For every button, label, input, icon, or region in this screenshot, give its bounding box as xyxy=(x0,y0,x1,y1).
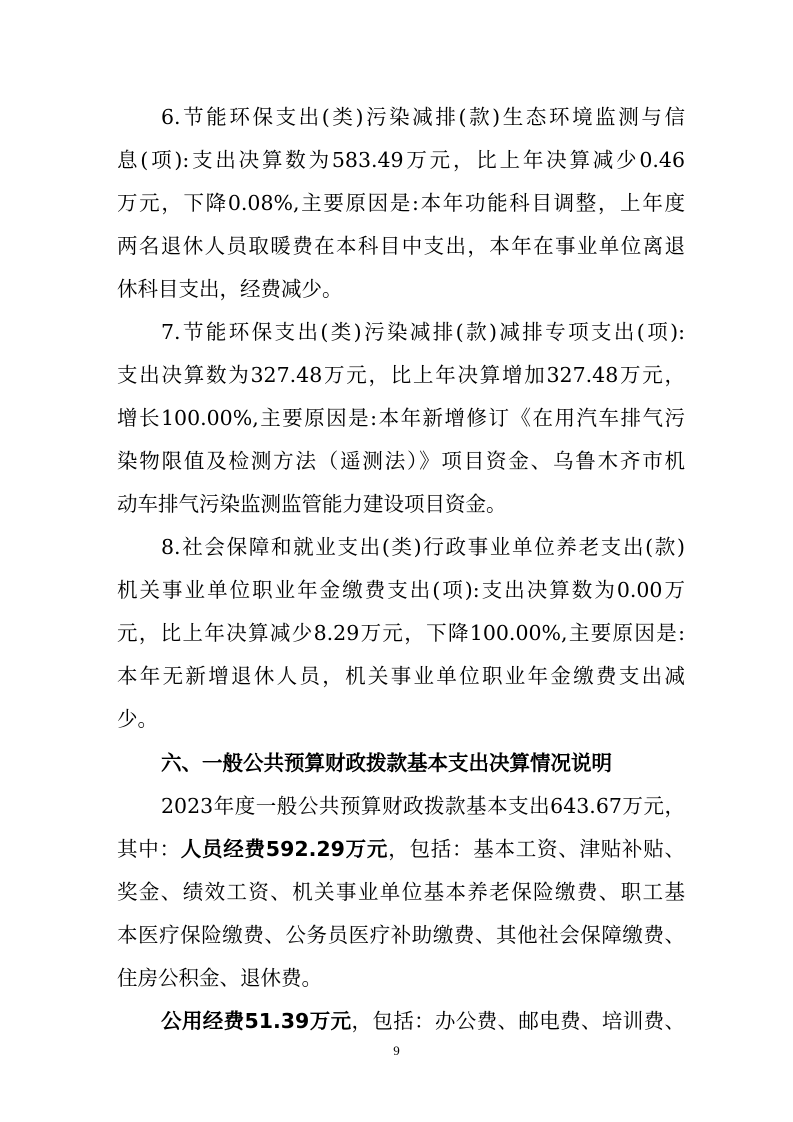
text-line: 2023年度一般公共预算财政拨款基本支出643.67万元， xyxy=(161,794,685,818)
text-line: 增长100.00%,主要原因是:本年新增修订《在用汽车排气污 xyxy=(117,406,685,430)
text-line: 染物限值及检测方法（遥测法）》项目资金、乌鲁木齐市机 xyxy=(117,449,685,473)
text-line: 息(项):支出决算数为583.49万元，比上年决算减少0.46 xyxy=(117,148,685,172)
text-line: 两名退休人员取暖费在本科目中支出，本年在事业单位离退 xyxy=(117,234,685,258)
text-line: 8.社会保障和就业支出(类)行政事业单位养老支出(款) xyxy=(161,535,685,559)
page-number: 9 xyxy=(393,1043,400,1058)
text-line: 住房公积金、退休费。 xyxy=(117,966,322,990)
text-line: 本医疗保险缴费、公务员医疗补助缴费、其他社会保障缴费、 xyxy=(117,923,685,947)
text-segment: ，包括：办公费、邮电费、培训费、 xyxy=(351,1009,686,1033)
text-segment: ，包括：基本工资、津贴补贴、 xyxy=(388,837,686,861)
text-line: 7.节能环保支出(类)污染减排(款)减排专项支出(项): xyxy=(161,320,685,344)
text-line: 机关事业单位职业年金缴费支出(项):支出决算数为0.00万 xyxy=(117,578,685,602)
public-expense-bold: 公用经费51.39万元 xyxy=(161,1009,352,1033)
section-heading: 六、一般公共预算财政拨款基本支出决算情况说明 xyxy=(161,751,612,775)
text-line: 动车排气污染监测监管能力建设项目资金。 xyxy=(117,492,507,516)
text-line xyxy=(117,835,685,863)
text-line: 万元，下降0.08%,主要原因是:本年功能科目调整，上年度 xyxy=(117,191,685,215)
text-line xyxy=(117,1007,685,1035)
personnel-expense-bold: 人员经费592.29万元 xyxy=(180,837,389,861)
text-line: 休科目支出，经费减少。 xyxy=(117,277,343,301)
text-line: 本年无新增退休人员，机关事业单位职业年金缴费支出减 xyxy=(117,664,685,688)
text-line: 6.节能环保支出(类)污染减排(款)生态环境监测与信 xyxy=(161,105,685,129)
text-line: 支出决算数为327.48万元，比上年决算增加327.48万元， xyxy=(117,363,685,387)
text-line: 元，比上年决算减少8.29万元，下降100.00%,主要原因是: xyxy=(117,621,685,645)
text-segment: 其中： xyxy=(117,837,181,861)
text-line: 少。 xyxy=(117,707,158,731)
text-line: 奖金、绩效工资、机关事业单位基本养老保险缴费、职工基 xyxy=(117,880,685,904)
